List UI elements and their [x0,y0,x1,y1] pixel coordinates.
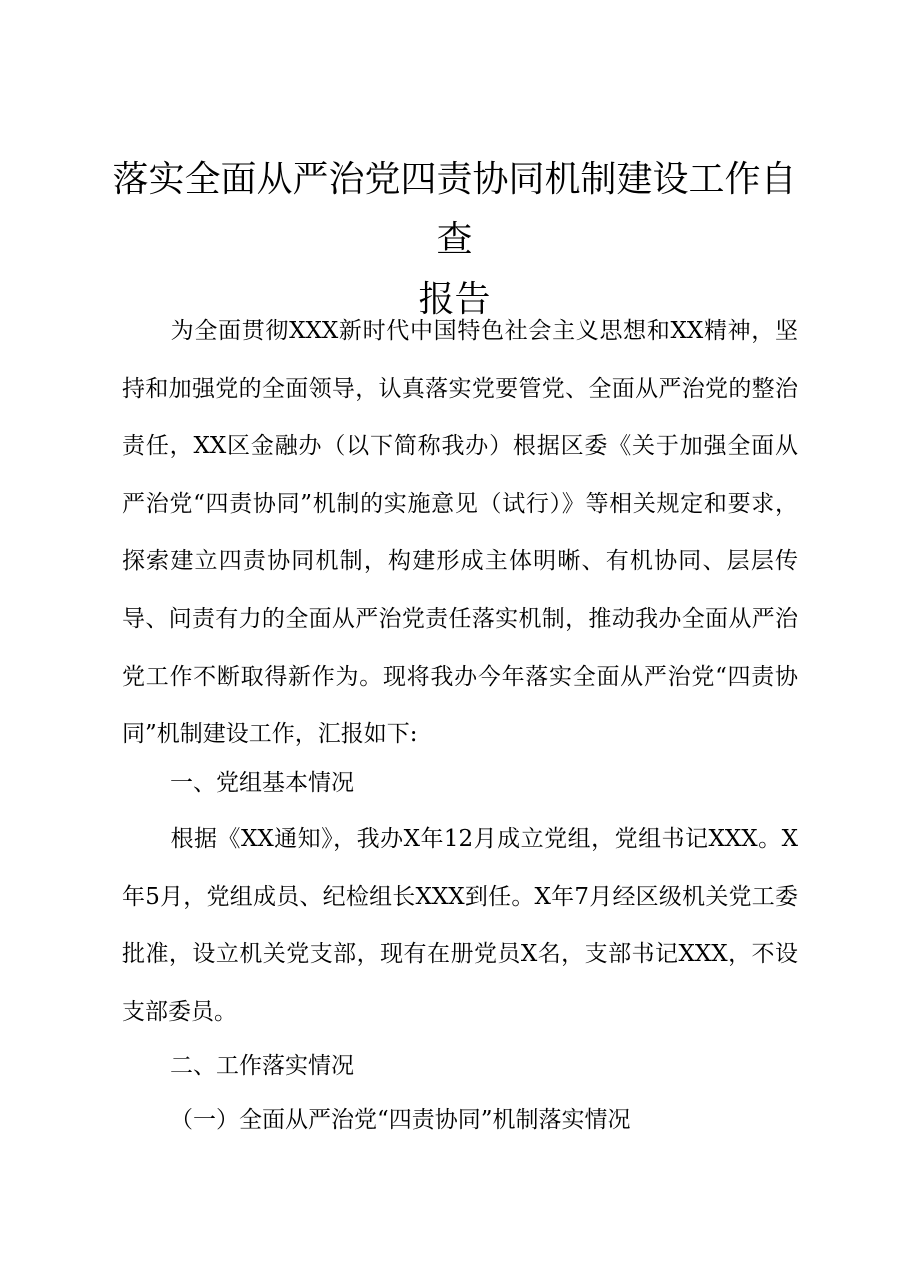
intro-paragraph [122,303,798,764]
title-line-2: 报告 [418,279,491,320]
section-1-paragraph [122,811,798,1041]
intro-paragraph-text: 为全面贯彻XXX新时代中国特色社会主义思想和XX精神，坚持和加强党的全面领导，认真落实党要管党、全面从严治党的整治责任，XX区金融办（以下简称我办）根据区委《关于加强全面从严治党“四责协同”机制的实施意见（试行）》等相关规定和要求，探索建立四责协同机制，构建形成主体明晰、有机协同、层层传导、问责有力的全面从严治党责任落实机制，推动我办全面从严治党工作不断取得新作为。现将我办今年落实全面从严治党“四责协同”机制建设工作，汇报如下: [122,318,798,748]
subsection-heading-1: （一）全面从严治党“四责协同”机制落实情况 [170,1107,631,1133]
title-line-1: 落实全面从严治党四责协同机制建设工作自查 [112,159,797,260]
section-1-paragraph-text: 根据《XX通知》，我办X年12月成立党组，党组书记XXX。X年5月，党组成员、纪检组长XXX到任。X年7月经区级机关党工委批准，设立机关党支部，现有在册党员X名，支部书记XXX，不设支部委员。 [122,826,798,1025]
section-heading-2: 二、工作落实情况 [170,1053,354,1079]
section-heading-1: 一、党组基本情况 [170,770,354,796]
